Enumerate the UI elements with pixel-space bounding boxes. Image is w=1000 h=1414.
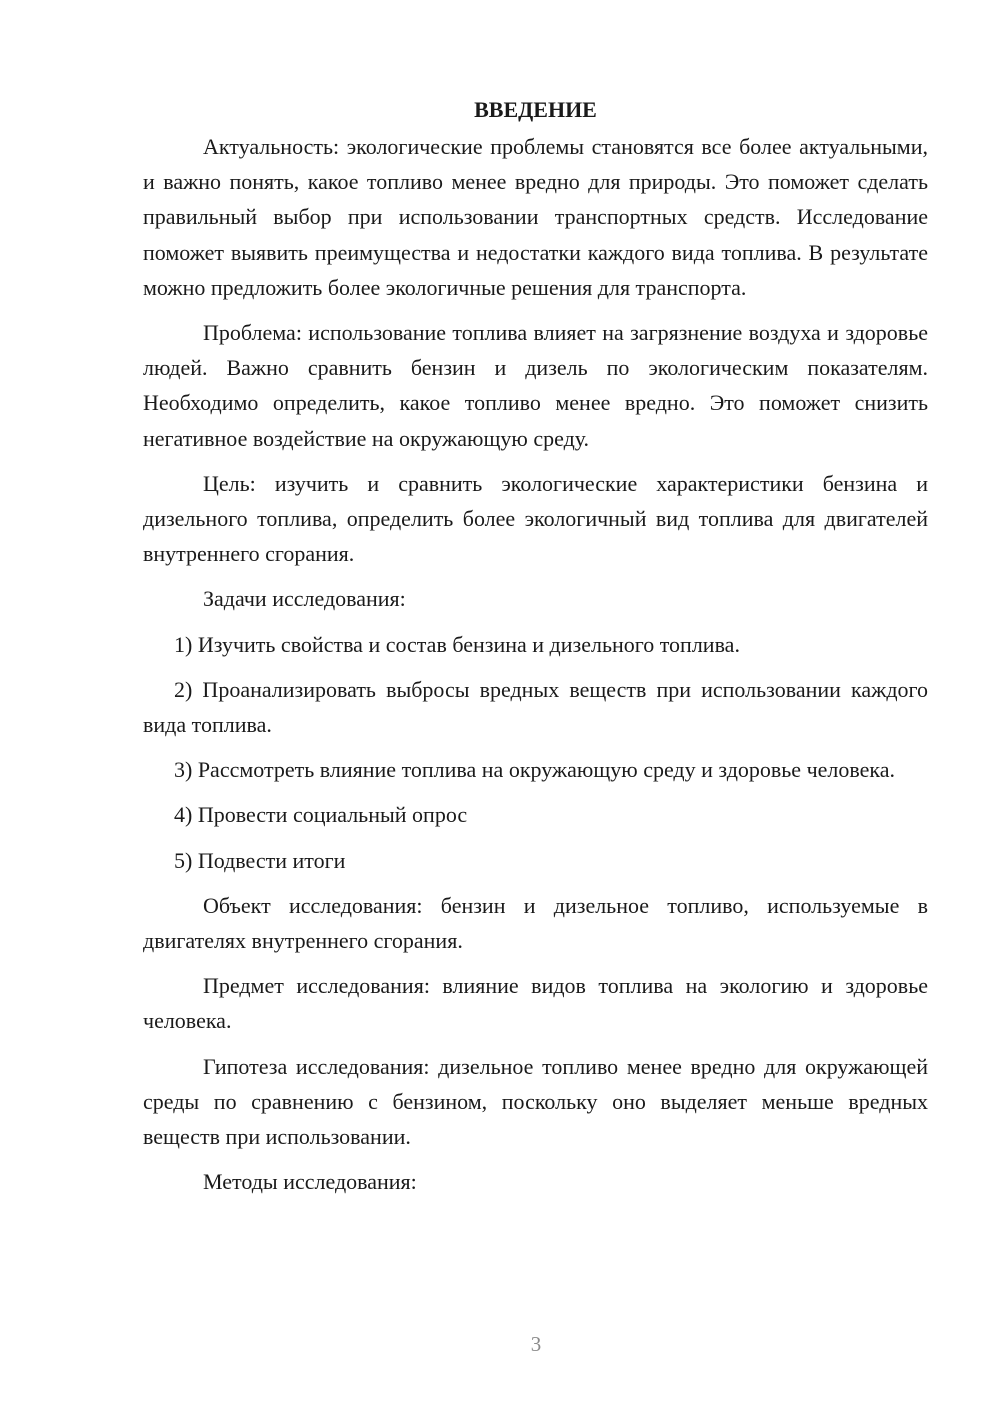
task-item-4: 4) Провести социальный опрос [174, 802, 468, 828]
task-item-3: 3) Рассмотреть влияние топлива на окружающую среду и здоровье человека. [174, 757, 896, 783]
paragraph-subject: Предмет исследования: влияние видов топлива на экологию и здоровье человека. [143, 973, 928, 1034]
task-item-5: 5) Подвести итоги [174, 847, 346, 873]
paragraph-relevance: Актуальность: экологические проблемы становятся все более актуальными, и важно понять, какое топливо менее вредно для природы. Это поможет сделать правильный выбор при использовании транспортных средств. Исследование поможет выявить преимущества и недостатки каждого вида топлива. В результате можно предложить более экологичные решения для транспорта. [143, 134, 928, 300]
paragraph-object: Объект исследования: бензин и дизельное топливо, используемые в двигателях внутреннего сгорания. [143, 892, 928, 954]
task-item-2: 2) Проанализировать выбросы вредных веществ при использовании каждого вида топлива. [143, 676, 928, 738]
paragraph-problem: Проблема: использование топлива влияет на загрязнение воздуха и здоровье людей. Важно сравнить бензин и дизель по экологическим показателям. Необходимо определить, какое топливо менее вредно. Это поможет снизить негативное воздействие на окружающую среду. [143, 320, 928, 451]
paragraph-tasks-heading: Задачи исследования: [203, 586, 406, 612]
paragraph-goal: Цель: изучить и сравнить экологические характеристики бензина и дизельного топлива, определить более экологичный вид топлива для двигателей внутреннего сгорания. [143, 470, 928, 567]
paragraph-hypothesis: Гипотеза исследования: дизельное топливо менее вредно для окружающей среды по сравнению с бензином, поскольку оно выделяет меньше вредных веществ при использовании. [143, 1053, 928, 1150]
paragraph-methods: Методы исследования: [203, 1169, 417, 1195]
task-item-1: 1) Изучить свойства и состав бензина и дизельного топлива. [174, 631, 740, 657]
section-title: ВВЕДЕНИЕ [474, 97, 597, 122]
page-number: 3 [530, 1332, 542, 1356]
document-page [143, 92, 928, 1209]
